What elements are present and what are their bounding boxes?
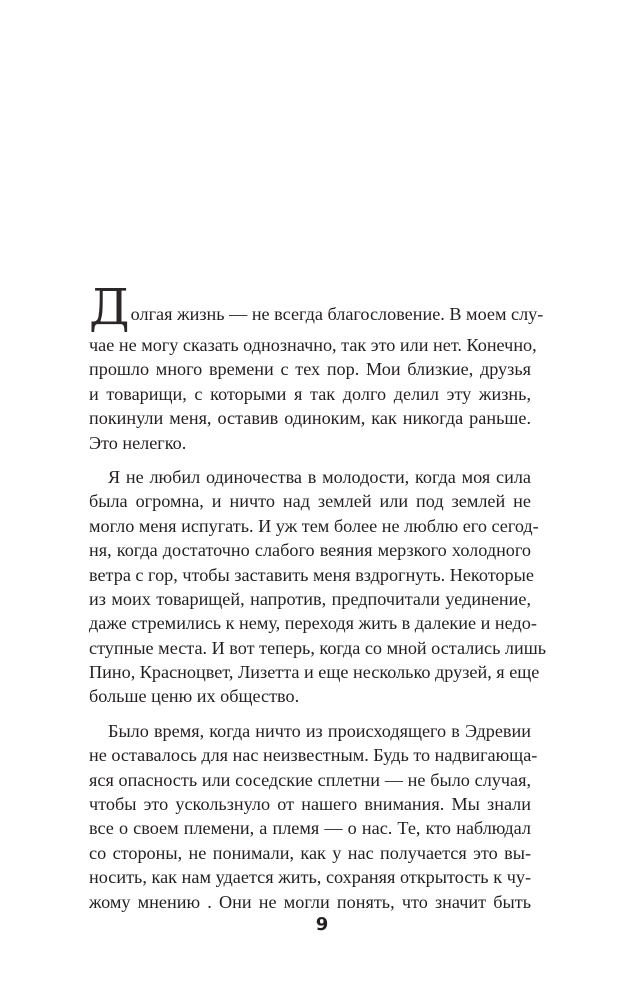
text-line: все о своем племени, а племя — о нас. Те, кто наблюдал	[89, 818, 531, 839]
text-line: Я не любил одиночества в молодости, когда моя сила	[108, 466, 531, 487]
text-line: яся опасность или соседские сплетни — не было случая,	[89, 769, 531, 790]
text-line: Пино, Красноцвет, Лизетта и еще несколько друзей, я еще	[89, 662, 540, 683]
page-number: 9	[315, 914, 329, 935]
text-line: олгая жизнь — не всегда благословение. В моем слу-	[130, 304, 544, 324]
text-line: прошло много времени с тех пор. Мои близкие, друзья	[89, 359, 531, 380]
text-line: чтобы это ускользнуло от нашего внимания. Мы знали	[89, 794, 531, 815]
drop-cap: Д	[89, 278, 130, 336]
text-line: не оставалось для нас неизвестным. Будь то надвигающа-	[89, 745, 538, 766]
text-line: ня, когда достаточно слабого веяния мерзкого холодного	[89, 540, 531, 561]
text-line: чае не могу сказать однозначно, так это или нет. Конечно,	[89, 335, 537, 355]
paragraph-2	[89, 465, 547, 709]
text-line: покинули меня, оставив одиноким, как никогда раньше.	[89, 408, 531, 429]
text-line: носить, как нам удается жить, сохраняя открытость к чу-	[89, 867, 531, 888]
paragraph-3	[89, 719, 538, 914]
text-line: ветра с гор, чтобы заставить меня вздрогнуть. Некоторые	[89, 564, 534, 585]
paragraph-1	[89, 278, 544, 455]
text-line: и товарищи, с которыми я так долго делил эту жизнь,	[89, 383, 531, 404]
text-line: даже стремились к нему, переходя жить в далекие и недо-	[89, 613, 537, 634]
text-line: могло меня испугать. И уж тем более не люблю его сегод-	[89, 515, 539, 536]
text-line: жому мнению . Они не могли понять, что значит быть	[89, 891, 531, 912]
text-line: со стороны, не понимали, как у нас получается это вы-	[89, 842, 531, 863]
body-text	[89, 278, 547, 914]
text-line: из моих товарищей, напротив, предпочитали уединение,	[89, 588, 531, 609]
text-line: больше ценю их общество.	[89, 686, 300, 707]
text-line: ступные места. И вот теперь, когда со мной остались лишь	[89, 637, 547, 658]
text-line: Это нелегко.	[89, 432, 187, 453]
text-line: была огромна, и ничто над землей или под землей не	[89, 491, 531, 512]
text-line: Было время, когда ничто из происходящего в Эдревии	[108, 720, 531, 741]
